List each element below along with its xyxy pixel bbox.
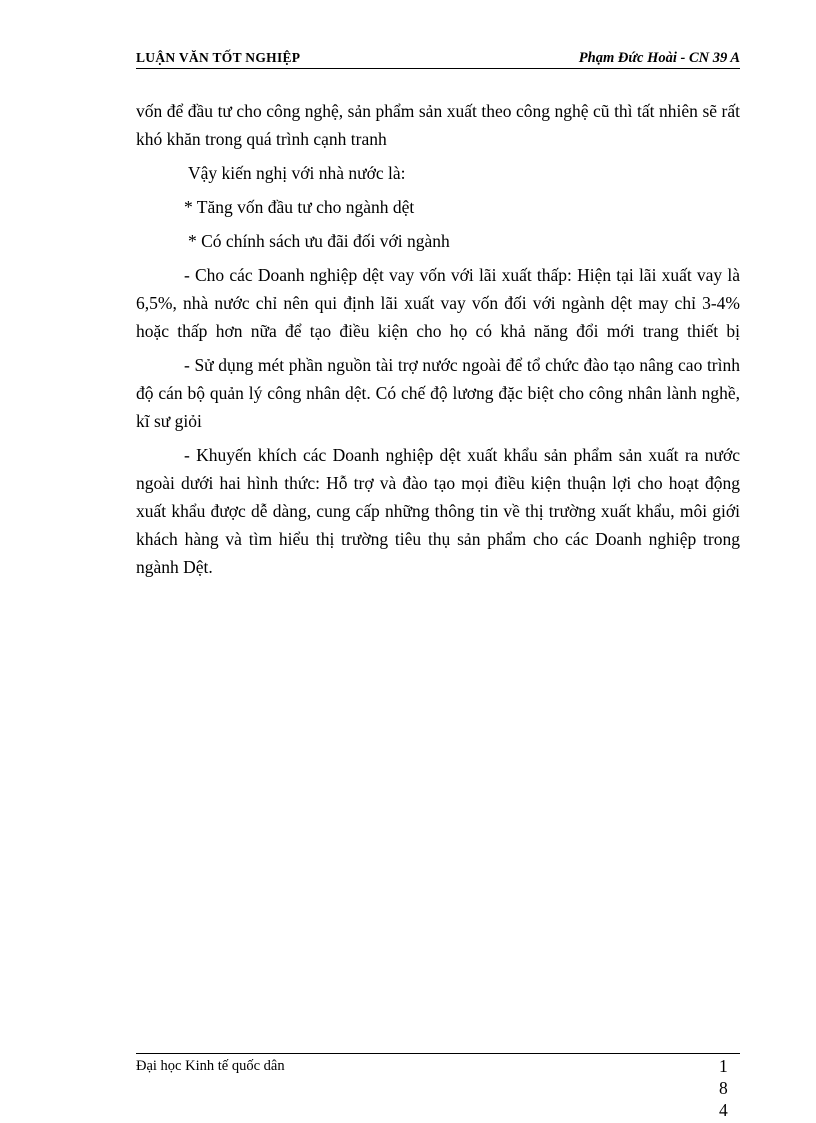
paragraph-continuation: vốn để đầu tư cho công nghệ, sản phẩm sản xuất theo công nghệ cũ thì tất nhiên sẽ rất khó khăn trong quá trình cạnh tranh [136, 101, 740, 149]
page-number-digit: 1 [719, 1056, 728, 1076]
page-number-digit: 8 [719, 1078, 728, 1098]
paragraph-bullet-investment: * Tăng vốn đầu tư cho ngành dệt [184, 197, 415, 217]
paragraph-proposal-intro: Vậy kiến nghị với nhà nước là: [188, 163, 406, 183]
main-text [136, 97, 740, 587]
page-header [136, 50, 740, 69]
university-name: Đại học Kinh tế quốc dân [136, 1058, 285, 1074]
page-footer [136, 1053, 740, 1120]
paragraph-bullet-policy: * Có chính sách ưu đãi đối với ngành [188, 231, 450, 251]
document-title: LUẬN VĂN TỐT NGHIỆP [136, 50, 301, 65]
page-number-digit: 4 [719, 1100, 728, 1120]
paragraph-foreign-aid-training: - Sử dụng mét phần nguồn tài trợ nước ngoài để tổ chức đào tạo nâng cao trình độ cán bộ quản lý công nhân dệt. Có chế độ lương đặc biệt cho công nhân lành nghề, kĩ sư giỏi [136, 355, 740, 431]
page-number [719, 1055, 739, 1121]
paragraph-export-promotion: - Khuyến khích các Doanh nghiệp dệt xuất khẩu sản phẩm sản xuất ra nước ngoài dưới hai hình thức: Hỗ trợ và đào tạo mọi điều kiện thuận lợi cho hoạt động xuất khẩu được dễ dàng, cung cấp những thông tin về thị trường xuất khẩu, môi giới khách hàng và tìm hiểu thị trường tiêu thụ sản phẩm cho các Doanh nghiệp trong ngành Dệt. [136, 445, 740, 577]
paragraph-low-interest-loans: - Cho các Doanh nghiệp dệt vay vốn với lãi xuất thấp: Hiện tại lãi xuất vay là 6,5%, nhà nước chỉ nên qui định lãi xuất vay vốn đối với ngành dệt may chỉ 3-4% hoặc thấp hơn nữa để tạo điều kiện cho họ có khả năng đổi mới trang thiết bị [136, 265, 740, 341]
author-name: Phạm Đức Hoài - CN 39 A [578, 50, 740, 66]
